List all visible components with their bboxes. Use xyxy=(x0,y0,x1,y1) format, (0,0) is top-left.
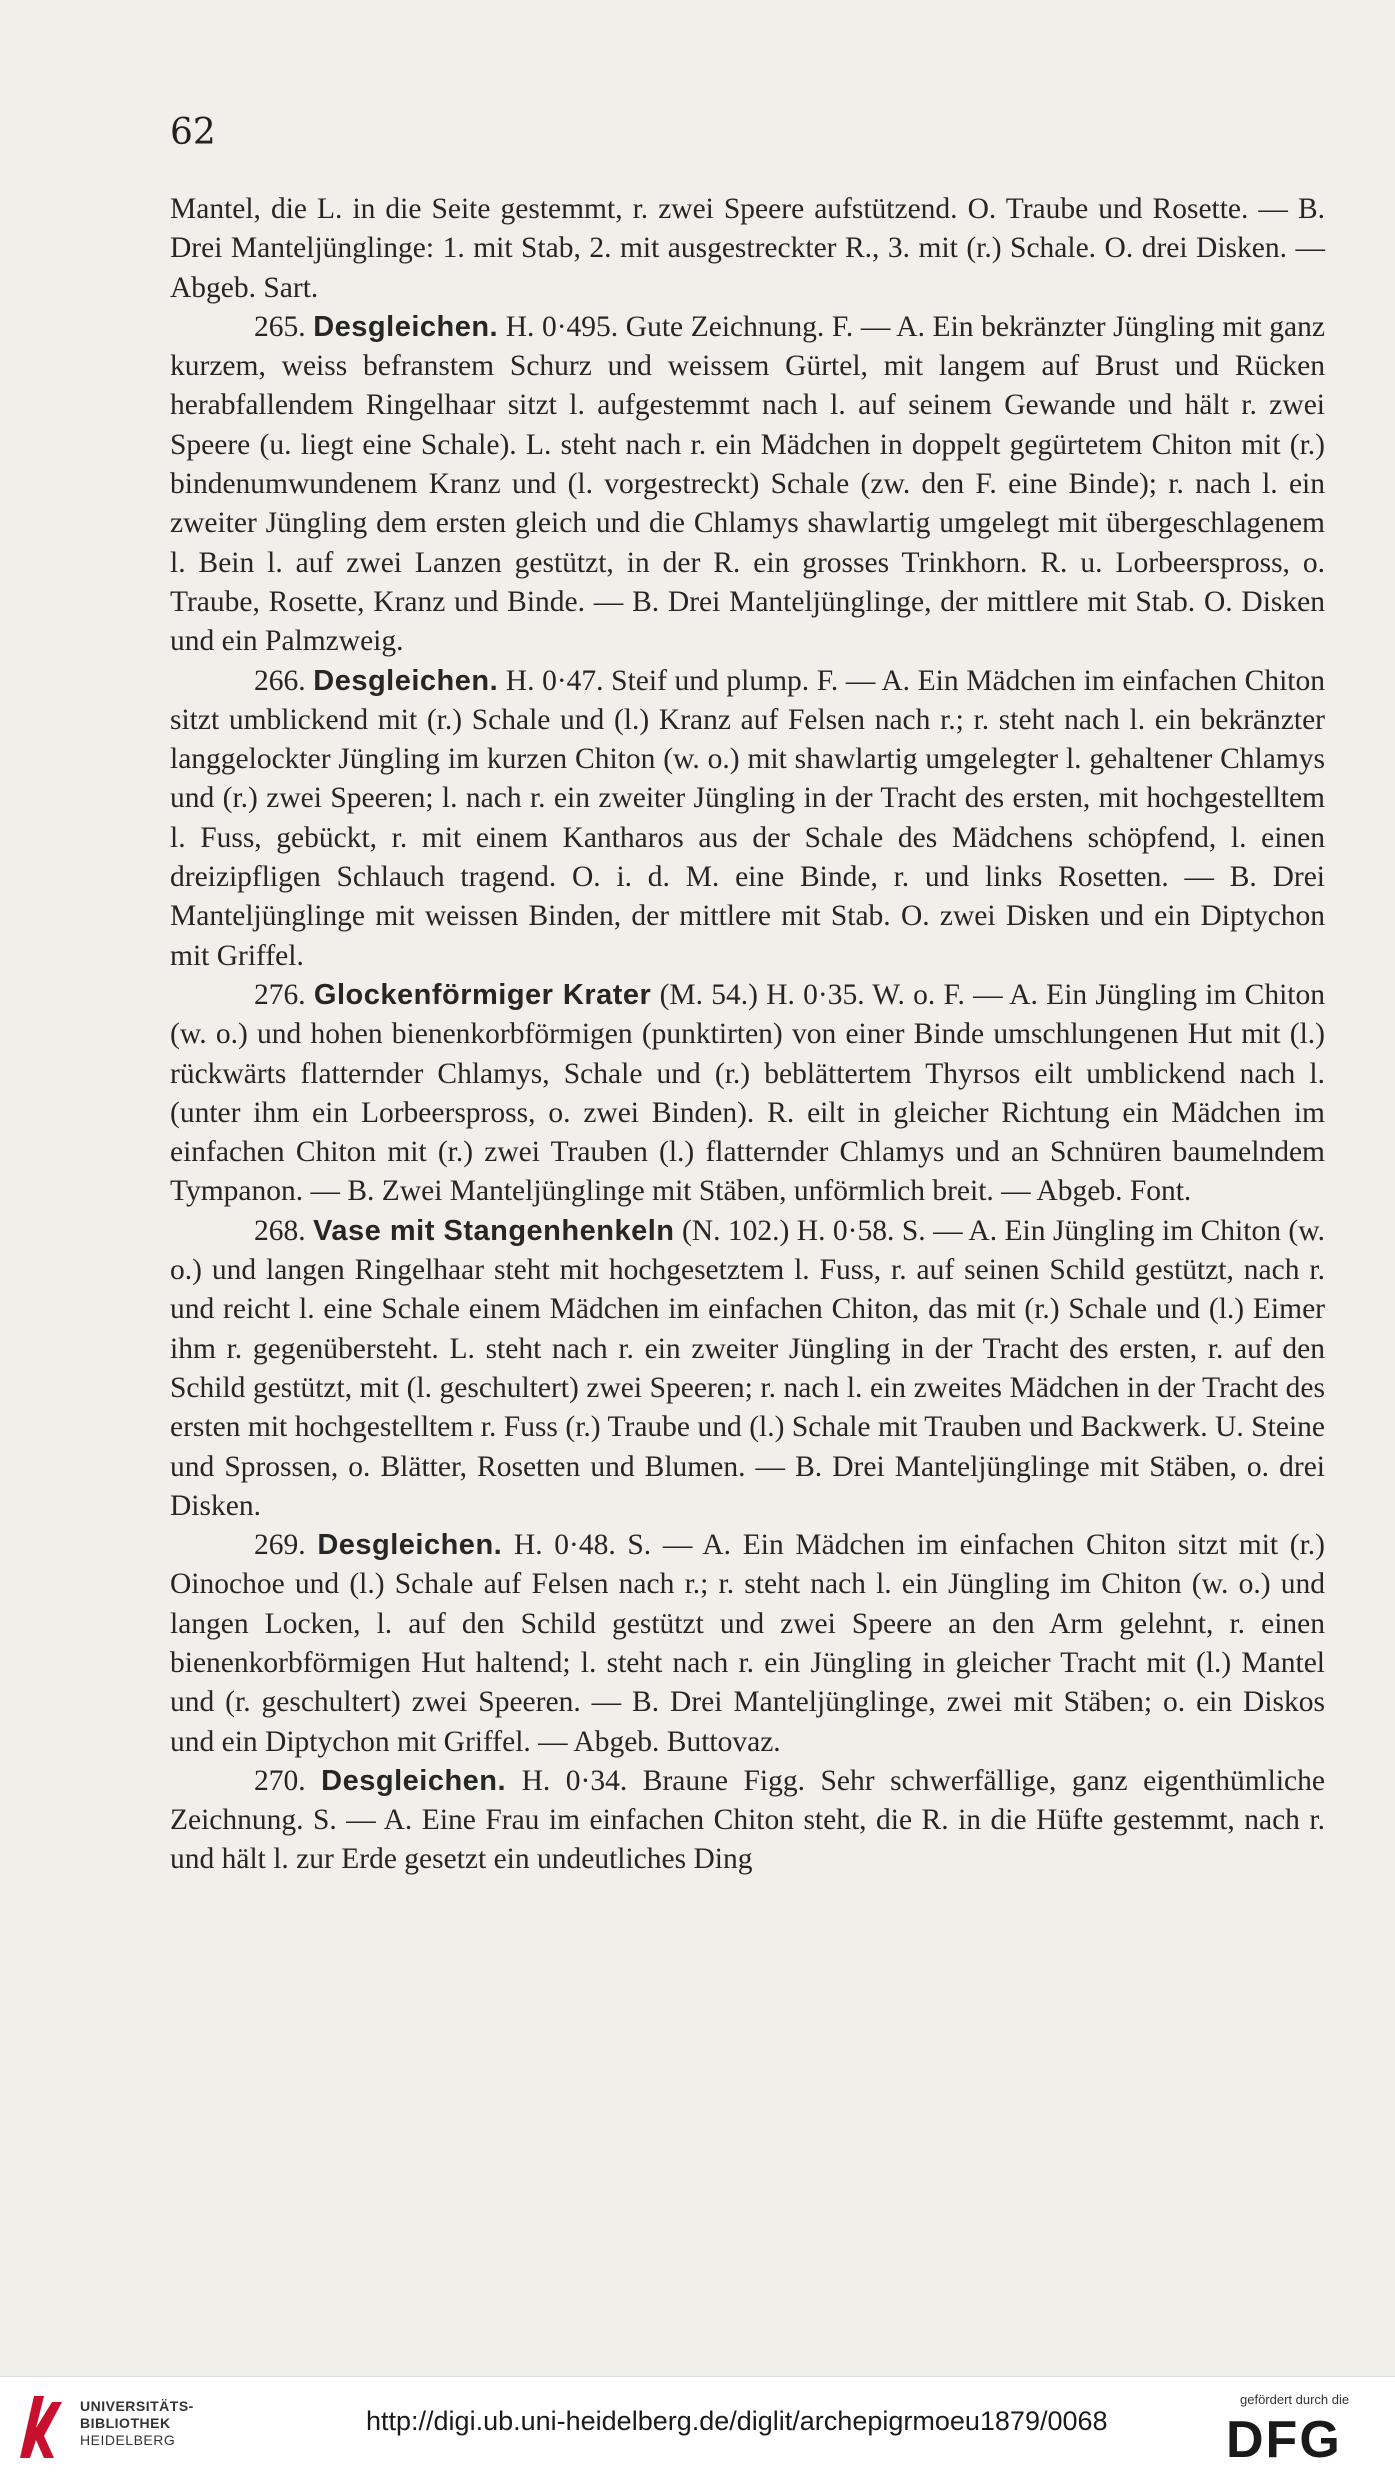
catalog-entry xyxy=(170,308,1325,662)
library-name-line: BIBLIOTHEK xyxy=(80,2415,171,2431)
catalog-entry xyxy=(170,976,1325,1212)
entry-text: H. 0·495. Gute Zeichnung. F. — A. Ein bekränzter Jüngling mit ganz kurzem, weiss befranstem Schurz und weissem Gürtel, mit langem auf Brust und Rücken herabfallendem Ringelhaar sitzt l. aufgestemmt nach l. auf seinem Gewande und hält r. zwei Speere (u. liegt eine Schale). L. steht nach r. ein Mädchen in doppelt gegürtetem Chiton mit (r.) bindenumwundenem Kranz und (l. vorgestreckt) Schale (zw. den F. eine Binde); r. nach l. ein zweiter Jüngling dem ersten gleich und die Chlamys shawlartig umgelegt mit übergeschlagenem l. Bein l. auf zwei Lanzen gestützt, in der R. ein grosses Trinkhorn. R. u. Lorbeerspross, o. Traube, Rosette, Kranz und Binde. — B. Drei Manteljünglinge, der mittlere mit Stab. O. Disken und ein Palmzweig. xyxy=(170,310,1325,658)
entry-number: 276. xyxy=(254,978,306,1011)
entry-number: 265. xyxy=(254,310,306,343)
library-name-line: UNIVERSITÄTS- xyxy=(80,2398,194,2414)
library-name-line: HEIDELBERG xyxy=(80,2432,176,2448)
catalog-entry xyxy=(170,1762,1325,1880)
entry-heading: Desgleichen. xyxy=(313,664,499,697)
entry-text: H. 0·48. S. — A. Ein Mädchen im einfachen Chiton sitzt mit (r.) Oinochoe und (l.) Schale auf Felsen nach r.; r. steht nach l. ein Jüngling im Chiton (w. o.) und langen Locken, l. auf den Schild gestützt und zwei Speere an den Arm gelehnt, r. einen bienenkorbförmigen Hut haltend; l. steht nach r. ein Jüngling in gleicher Tracht mit (l.) Mantel und (r. geschultert) zwei Speeren. — B. Drei Manteljünglinge, zwei mit Stäben; o. ein Diskos und ein Diptychon mit Griffel. — Abgeb. Buttovaz. xyxy=(170,1529,1326,1758)
intro-paragraph: Mantel, die L. in die Seite gestemmt, r. zwei Speere aufstützend. O. Traube und Rosette. — B. Drei Manteljünglinge: 1. mit Stab, 2. mit ausgestreckter R., 3. mit (r.) Schale. O. drei Disken. — Abgeb. Sart. xyxy=(170,193,1325,304)
entry-text: (N. 102.) H. 0·58. S. — A. Ein Jüngling im Chiton (w. o.) und langen Ringelhaar steht mit hochgesetztem l. Fuss, r. auf seinen Schild gestützt, nach r. und reicht l. eine Schale einem Mädchen im einfachen Chiton, das mit (r.) Schale und (l.) Eimer ihm r. gegenübersteht. L. steht nach r. ein zweiter Jüngling in der Tracht des ersten, r. auf den Schild gestützt, mit (l. geschultert) zwei Speeren; r. nach l. ein zweites Mädchen in der Tracht des ersten mit hochgestelltem r. Fuss (r.) Traube und (l.) Schale mit Trauben und Backwerk. U. Steine und Sprossen, o. Blätter, Rosetten und Blumen. — B. Drei Manteljünglinge mit Stäben, o. drei Disken. xyxy=(170,1214,1325,1522)
catalog-entry xyxy=(170,1212,1325,1526)
page-body xyxy=(170,190,1325,1880)
entry-text: H. 0·34. Braune Figg. Sehr schwerfällige, ganz eigenthümliche Zeichnung. S. — A. Eine Frau im einfachen Chiton steht, die R. in die Hüfte gestemmt, nach r. und hält l. zur Erde gesetzt ein undeutliches Ding xyxy=(170,1764,1325,1876)
university-library-logo-icon xyxy=(14,2388,68,2464)
entry-number: 270. xyxy=(254,1764,306,1797)
entry-text: H. 0·47. Steif und plump. F. — A. Ein Mädchen im einfachen Chiton sitzt umblickend mit (r.) Schale und (l.) Kranz auf Felsen nach r.; r. steht nach l. ein bekränzter langgelockter Jüngling im kurzen Chiton (w. o.) mit shawlartig umgelegter l. gehaltener Chlamys und (r.) zwei Speeren; l. nach r. ein zweiter Jüngling in der Tracht des ersten, mit hochgestelltem l. Fuss, gebückt, r. mit einem Kantharos aus der Schale des Mädchens schöpfend, l. einen dreizipfligen Schlauch tragend. O. i. d. M. eine Binde, r. und links Rosetten. — B. Drei Manteljünglinge mit weissen Binden, der mittlere mit Stab. O. zwei Disken und ein Diptychon mit Griffel. xyxy=(170,664,1326,972)
entry-text: (M. 54.) H. 0·35. W. o. F. — A. Ein Jüngling im Chiton (w. o.) und hohen bienenkorbförmigen (punktirten) von einer Binde umschlungenen Hut mit (l.) rückwärts flatternder Chlamys, Schale und (r.) beblättertem Thyrsos eilt umblickend nach l. (unter ihm ein Lorbeerspross, o. zwei Binden). R. eilt in gleicher Richtung ein Mädchen im einfachen Chiton mit (r.) zwei Trauben (l.) flatternder Chlamys und an Schnüren baumelndem Tympanon. — B. Zwei Manteljünglinge mit Stäben, unförmlich breit. — Abgeb. Font. xyxy=(170,978,1325,1208)
entry-heading: Desgleichen. xyxy=(317,1529,503,1562)
catalog-entry xyxy=(170,1526,1325,1762)
entry-heading: Desgleichen. xyxy=(313,310,499,343)
library-name xyxy=(80,2398,194,2449)
entry-number: 269. xyxy=(254,1529,306,1562)
dfg-logo: DFG xyxy=(1226,2411,1342,2469)
entry-number: 268. xyxy=(254,1214,306,1247)
page-number: 62 xyxy=(170,112,216,153)
catalog-entry xyxy=(170,662,1325,976)
entry-heading: Glockenförmiger Krater xyxy=(313,978,652,1011)
funding-label: gefördert durch die xyxy=(1240,2392,1350,2407)
entry-number: 266. xyxy=(254,664,306,697)
entry-heading: Desgleichen. xyxy=(321,1764,507,1797)
entry-heading: Vase mit Stangenhenkeln xyxy=(313,1214,675,1247)
source-url-link[interactable]: http://digi.ub.uni-heidelberg.de/diglit/archepigrmoeu1879/0068 xyxy=(366,2406,1108,2436)
